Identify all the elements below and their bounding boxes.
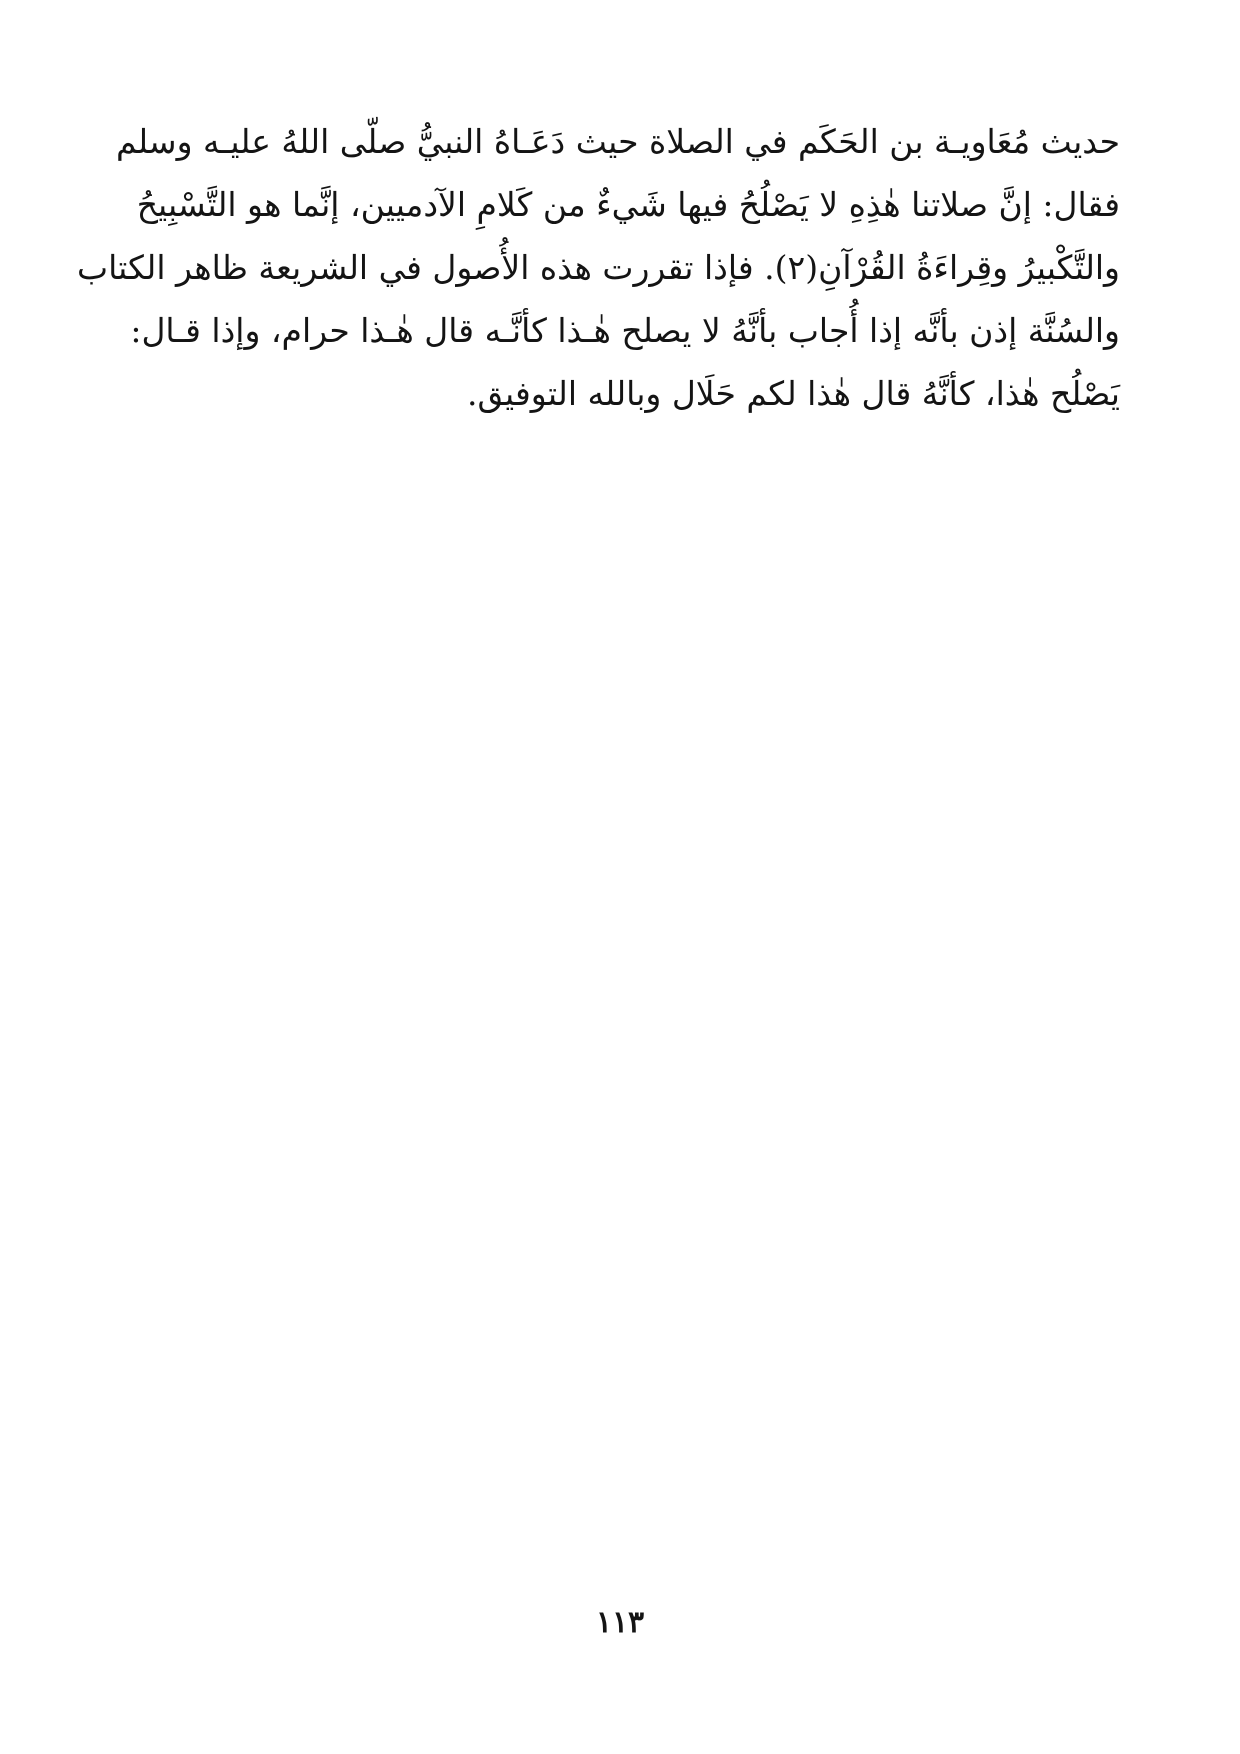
main-text-line-1: حديث مُعَاويـة بن الحَكَم في الصلاة حيث دَعَـاهُ النبيُّ صلّى اللهُ عليـه وسلم: [116, 122, 1120, 161]
page-number: ١١٣: [595, 1605, 645, 1640]
main-text-line-2: فقال: إنَّ صلاتنا هٰذِهِ لا يَصْلُحُ فيها شَيءٌ من كَلامِ الآدميين، إنَّما هو التَّسْبِيحُ: [136, 185, 1120, 224]
main-text-block: [77, 110, 1120, 425]
main-text-line-3: والتَّكْبيرُ وقِراءَةُ القُرْآنِ(٢). فإذا تقررت هذه الأُصول في الشريعة ظاهر الكتاب: [77, 248, 1120, 287]
main-text-line-4: والسُنَّة إذن بأنَّه إذا أُجاب بأنَّهُ لا يصلح هٰـذا كأنَّـه قال هٰـذا حرام، وإذا قـال:: [130, 311, 1120, 350]
main-text-line-5: يَصْلُح هٰذا، كأنَّهُ قال هٰذا لكم حَلَال وبالله التوفيق.: [467, 374, 1120, 413]
